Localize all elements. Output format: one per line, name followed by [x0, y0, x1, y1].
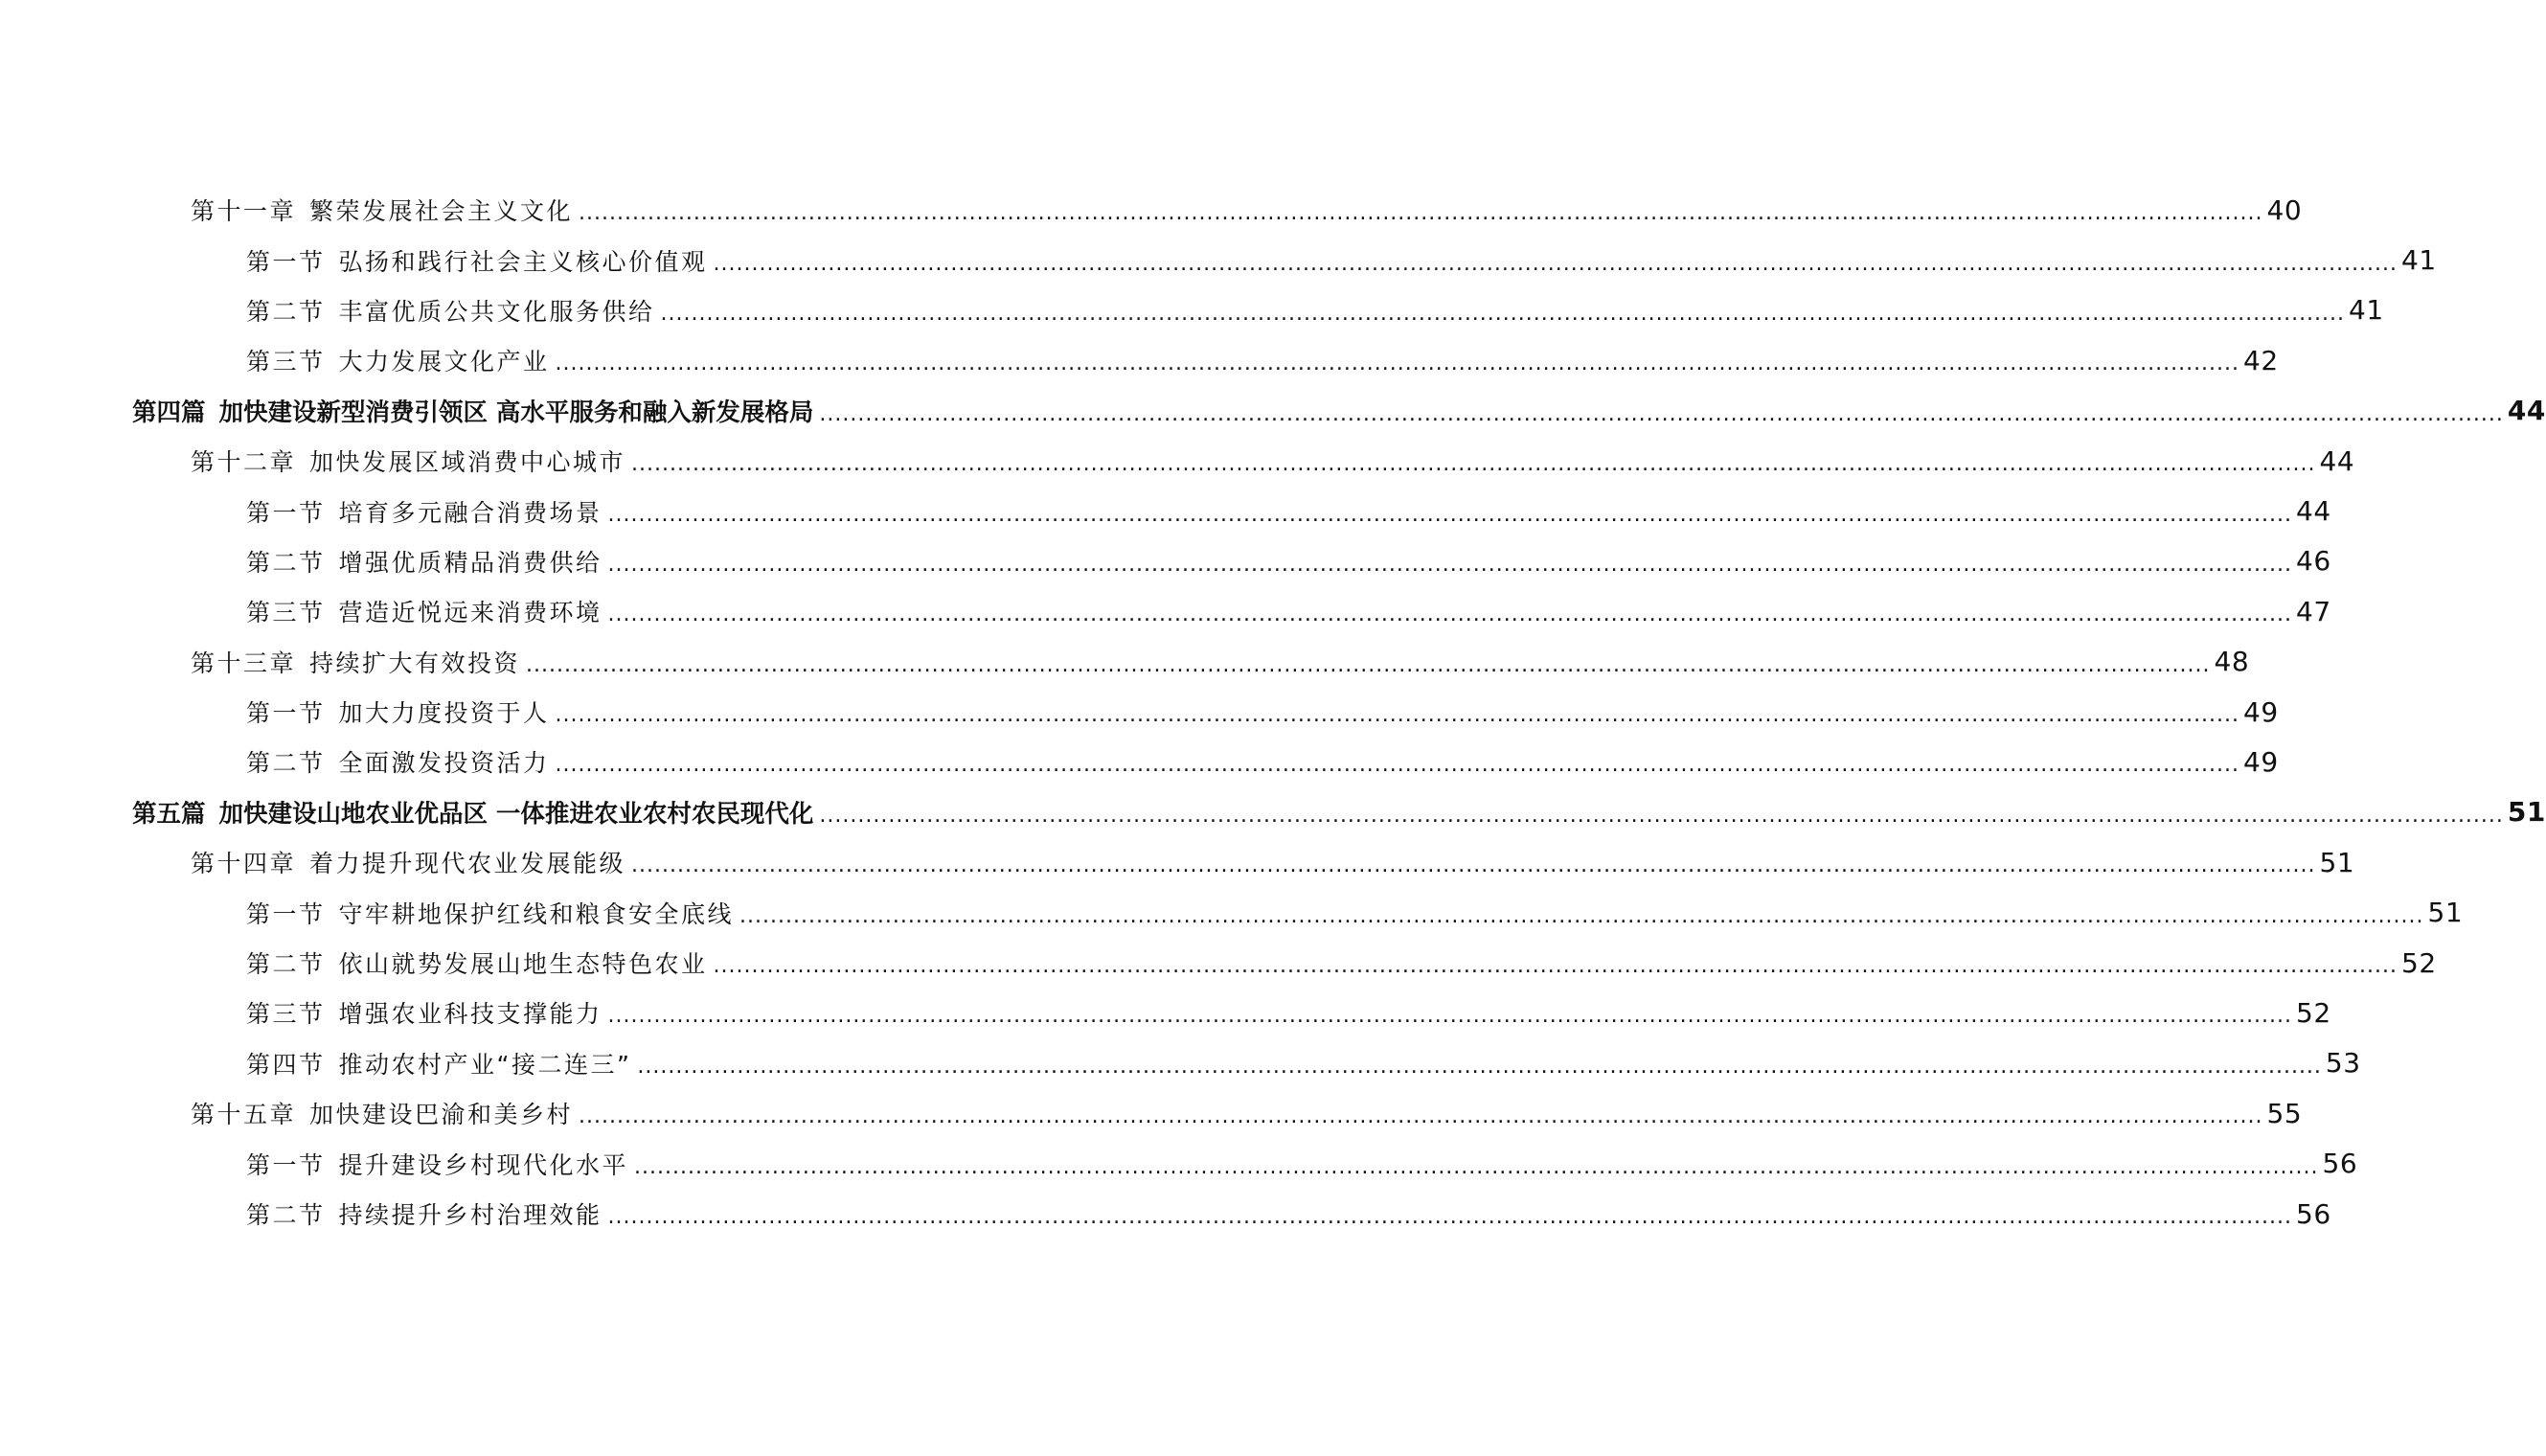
toc-entry-label: 第十五章 — [191, 1101, 297, 1129]
toc-entry-title — [246, 1046, 631, 1081]
toc-entry-section[interactable] — [0, 335, 2279, 385]
toc-entry-label: 第二节 — [246, 548, 326, 577]
dot-leader: ............................................................................................................................................................................................................................ — [660, 301, 2346, 326]
toc-entry-text: 推动农村产业“接二连三” — [338, 1050, 632, 1079]
toc-entry-text: 加快建设新型消费引领区 高水平服务和融入新发展格局 — [218, 398, 814, 427]
toc-entry-title — [246, 1147, 628, 1181]
toc-entry-label: 第五篇 — [132, 799, 206, 829]
toc-entry-text: 增强优质精品消费供给 — [338, 548, 602, 577]
toc-entry-chapter[interactable] — [0, 436, 2355, 486]
toc-entry-page-number: 51 — [2427, 897, 2464, 929]
dot-leader: ............................................................................................................................................................................................................................ — [607, 1004, 2293, 1029]
toc-entry-label: 第二节 — [246, 1201, 326, 1229]
toc-entry-text: 提升建设乡村现代化水平 — [338, 1150, 629, 1179]
toc-entry-page-number: 44 — [2296, 495, 2331, 528]
toc-entry-text: 持续扩大有效投资 — [309, 648, 521, 677]
toc-entry-label: 第一节 — [246, 498, 326, 527]
toc-entry-text: 加大力度投资于人 — [338, 699, 550, 728]
toc-entry-label: 第三节 — [246, 599, 326, 627]
toc-entry-title — [246, 896, 734, 930]
toc-entry-text: 弘扬和践行社会主义核心价值观 — [338, 247, 708, 276]
toc-entry-text: 繁荣发展社会主义文化 — [309, 197, 574, 226]
dot-leader: ............................................................................................................................................................................................................................ — [555, 703, 2240, 728]
toc-entry-text: 依山就势发展山地生态特色农业 — [338, 950, 708, 979]
toc-entry-page-number: 40 — [2266, 193, 2303, 226]
toc-entry-title — [246, 343, 550, 377]
toc-entry-section[interactable] — [0, 737, 2279, 786]
dot-leader: ............................................................................................................................................................................................................................ — [637, 1054, 2322, 1079]
toc-entry-label: 第二节 — [246, 297, 326, 326]
dot-leader: ............................................................................................................................................................................................................................ — [607, 502, 2293, 527]
toc-entry-text: 加快建设山地农业优品区 一体推进农业农村农民现代化 — [218, 799, 814, 829]
toc-entry-title — [246, 494, 602, 529]
toc-entry-part[interactable] — [0, 386, 2546, 436]
toc-entry-text: 大力发展文化产业 — [338, 348, 550, 376]
toc-entry-title — [246, 945, 708, 980]
toc-entry-title — [246, 243, 708, 278]
toc-entry-page-number: 44 — [2507, 395, 2546, 427]
toc-entry-label: 第一节 — [246, 699, 326, 728]
toc-entry-label: 第十二章 — [191, 448, 297, 477]
toc-entry-page-number: 56 — [2296, 1197, 2331, 1230]
toc-entry-page-number: 51 — [2507, 796, 2546, 829]
toc-entry-page-number: 49 — [2243, 745, 2279, 778]
toc-entry-label: 第三节 — [246, 348, 326, 376]
toc-entry-label: 第三节 — [246, 1000, 326, 1029]
toc-entry-page-number: 56 — [2322, 1148, 2358, 1180]
toc-entry-section[interactable] — [0, 1189, 2331, 1239]
toc-entry-label: 第十四章 — [191, 850, 297, 878]
toc-entry-title — [191, 1096, 573, 1130]
toc-entry-section[interactable] — [0, 586, 2331, 636]
dot-leader: ............................................................................................................................................................................................................................ — [526, 652, 2211, 677]
toc-entry-page-number: 47 — [2296, 595, 2331, 627]
dot-leader: ............................................................................................................................................................................................................................ — [713, 954, 2398, 979]
toc-entry-section[interactable] — [0, 536, 2331, 586]
toc-entry-page-number: 49 — [2243, 695, 2279, 728]
toc-entry-section[interactable] — [0, 988, 2331, 1037]
toc-entry-chapter[interactable] — [0, 1088, 2303, 1138]
toc-entry-label: 第二节 — [246, 950, 326, 979]
dot-leader: ............................................................................................................................................................................................................................ — [819, 803, 2504, 828]
toc-entry-label: 第十一章 — [191, 197, 297, 226]
toc-entry-label: 第十三章 — [191, 648, 297, 677]
toc-entry-text: 营造近悦远来消费环境 — [338, 599, 602, 627]
dot-leader: ............................................................................................................................................................................................................................ — [607, 1205, 2293, 1229]
dot-leader: ............................................................................................................................................................................................................................ — [631, 452, 2316, 477]
toc-entry-chapter[interactable] — [0, 185, 2303, 235]
dot-leader: ............................................................................................................................................................................................................................ — [631, 853, 2316, 878]
toc-entry-label: 第一节 — [246, 899, 326, 928]
dot-leader: ............................................................................................................................................................................................................................ — [607, 552, 2293, 577]
toc-entry-text: 培育多元融合消费场景 — [338, 498, 602, 527]
dot-leader: ............................................................................................................................................................................................................................ — [819, 401, 2504, 426]
toc-entry-page-number: 46 — [2296, 545, 2331, 578]
toc-entry-title — [132, 394, 813, 428]
toc-entry-title — [246, 1196, 602, 1231]
toc-entry-section[interactable] — [0, 887, 2464, 937]
toc-entry-label: 第二节 — [246, 749, 326, 778]
toc-entry-title — [191, 193, 573, 227]
toc-entry-page-number: 51 — [2319, 846, 2355, 878]
toc-entry-page-number: 52 — [2401, 946, 2437, 979]
dot-leader: ............................................................................................................................................................................................................................ — [579, 201, 2263, 226]
toc-entry-title — [246, 594, 602, 628]
toc-entry-title — [246, 293, 655, 328]
toc-entry-chapter[interactable] — [0, 837, 2355, 887]
toc-entry-label: 第一节 — [246, 247, 326, 276]
toc-entry-page-number: 44 — [2319, 444, 2355, 477]
toc-entry-section[interactable] — [0, 486, 2331, 535]
toc-entry-text: 持续提升乡村治理效能 — [338, 1201, 602, 1229]
toc-entry-title — [191, 645, 520, 679]
toc-entry-text: 着力提升现代农业发展能级 — [309, 850, 626, 878]
toc-entry-section[interactable] — [0, 285, 2384, 335]
toc-entry-section[interactable] — [0, 1138, 2358, 1188]
toc-entry-text: 增强农业科技支撑能力 — [338, 1000, 602, 1029]
toc-entry-title — [132, 795, 813, 830]
toc-entry-title — [191, 845, 625, 879]
toc-entry-page-number: 48 — [2214, 646, 2250, 678]
toc-entry-label: 第四篇 — [132, 398, 206, 427]
dot-leader: ............................................................................................................................................................................................................................ — [579, 1104, 2263, 1129]
dot-leader: ............................................................................................................................................................................................................................ — [607, 603, 2293, 627]
toc-entry-page-number: 55 — [2266, 1097, 2303, 1129]
toc-entry-part[interactable] — [0, 787, 2546, 837]
toc-entry-page-number: 41 — [2401, 244, 2437, 277]
dot-leader: ............................................................................................................................................................................................................................ — [555, 753, 2240, 778]
toc-entry-title — [246, 995, 602, 1030]
toc-entry-page-number: 53 — [2325, 1047, 2361, 1080]
toc-entry-title — [191, 444, 625, 478]
toc-entry-title — [246, 694, 550, 729]
toc-entry-label: 第一节 — [246, 1150, 326, 1179]
toc-entry-page-number: 41 — [2349, 294, 2384, 327]
toc-entry-text: 加快发展区域消费中心城市 — [309, 448, 626, 477]
dot-leader: ............................................................................................................................................................................................................................ — [634, 1154, 2319, 1179]
toc-entry-section[interactable] — [0, 938, 2437, 988]
toc-entry-text: 丰富优质公共文化服务供给 — [338, 297, 655, 326]
toc-entry-page-number: 42 — [2243, 344, 2279, 376]
toc-entry-section[interactable] — [0, 1038, 2361, 1088]
toc-entry-label: 第四节 — [246, 1050, 326, 1079]
toc-entry-title — [246, 744, 550, 779]
dot-leader: ............................................................................................................................................................................................................................ — [739, 903, 2424, 928]
toc-entry-text: 全面激发投资活力 — [338, 749, 550, 778]
toc-entry-chapter[interactable] — [0, 637, 2250, 687]
dot-leader: ............................................................................................................................................................................................................................ — [555, 352, 2240, 376]
dot-leader: ............................................................................................................................................................................................................................ — [713, 251, 2398, 276]
toc-entry-section[interactable] — [0, 687, 2279, 737]
toc-entry-text: 守牢耕地保护红线和粮食安全底线 — [338, 899, 735, 928]
toc-entry-section[interactable] — [0, 235, 2437, 284]
toc-entry-text: 加快建设巴渝和美乡村 — [309, 1101, 574, 1129]
table-of-contents — [0, 185, 2546, 1239]
toc-entry-page-number: 52 — [2296, 996, 2331, 1029]
toc-entry-title — [246, 544, 602, 579]
